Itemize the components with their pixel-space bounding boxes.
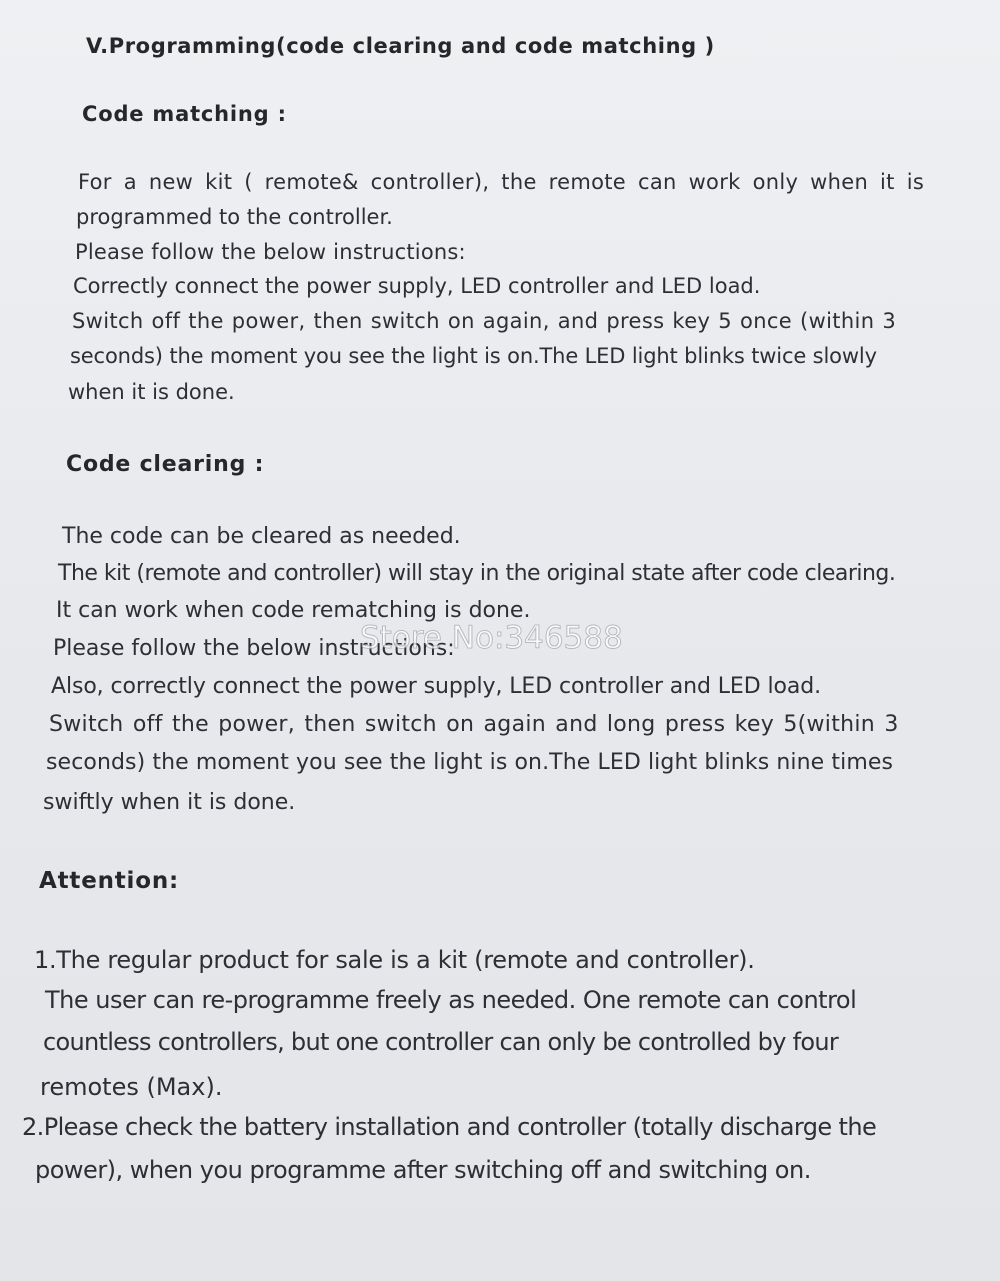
clearing-line: Switch off the power, then switch on again and long press key 5(within 3 [49,712,899,737]
attention-line: remotes (Max). [40,1073,223,1101]
section-title: V.Programming(code clearing and code matching ) [86,34,715,58]
matching-line: Correctly connect the power supply, LED controller and LED load. [73,274,761,298]
attention-line: power), when you programme after switching off and switching on. [35,1156,811,1184]
code-matching-heading: Code matching : [82,102,287,126]
code-clearing-heading: Code clearing : [66,452,265,477]
clearing-line: seconds) the moment you see the light is on.The LED light blinks nine times [46,750,894,775]
clearing-line: swiftly when it is done. [43,790,296,815]
clearing-line: The code can be cleared as needed. [62,524,461,549]
attention-heading: Attention: [39,868,180,894]
clearing-line: The kit (remote and controller) will stay in the original state after code clearing. [58,561,896,586]
store-watermark: Store No:346588 [360,620,623,656]
attention-line: 1.The regular product for sale is a kit (remote and controller). [34,946,755,974]
attention-line: countless controllers, but one controller can only be controlled by four [43,1028,839,1056]
matching-line: Please follow the below instructions: [75,240,466,264]
attention-line: 2.Please check the battery installation and controller (totally discharge the [22,1113,877,1141]
clearing-line: Please follow the below instructions: [53,636,455,661]
matching-line: Switch off the power, then switch on again, and press key 5 once (within 3 [72,309,897,333]
matching-line: programmed to the controller. [76,205,393,229]
matching-line: seconds) the moment you see the light is on.The LED light blinks twice slowly [70,344,877,368]
clearing-line: It can work when code rematching is done. [56,598,531,623]
matching-line: For a new kit ( remote& controller), the remote can work only when it is [78,170,925,194]
matching-line: when it is done. [68,380,235,404]
clearing-line: Also, correctly connect the power supply, LED controller and LED load. [51,674,821,699]
attention-line: The user can re-programme freely as needed. One remote can control [45,986,857,1014]
